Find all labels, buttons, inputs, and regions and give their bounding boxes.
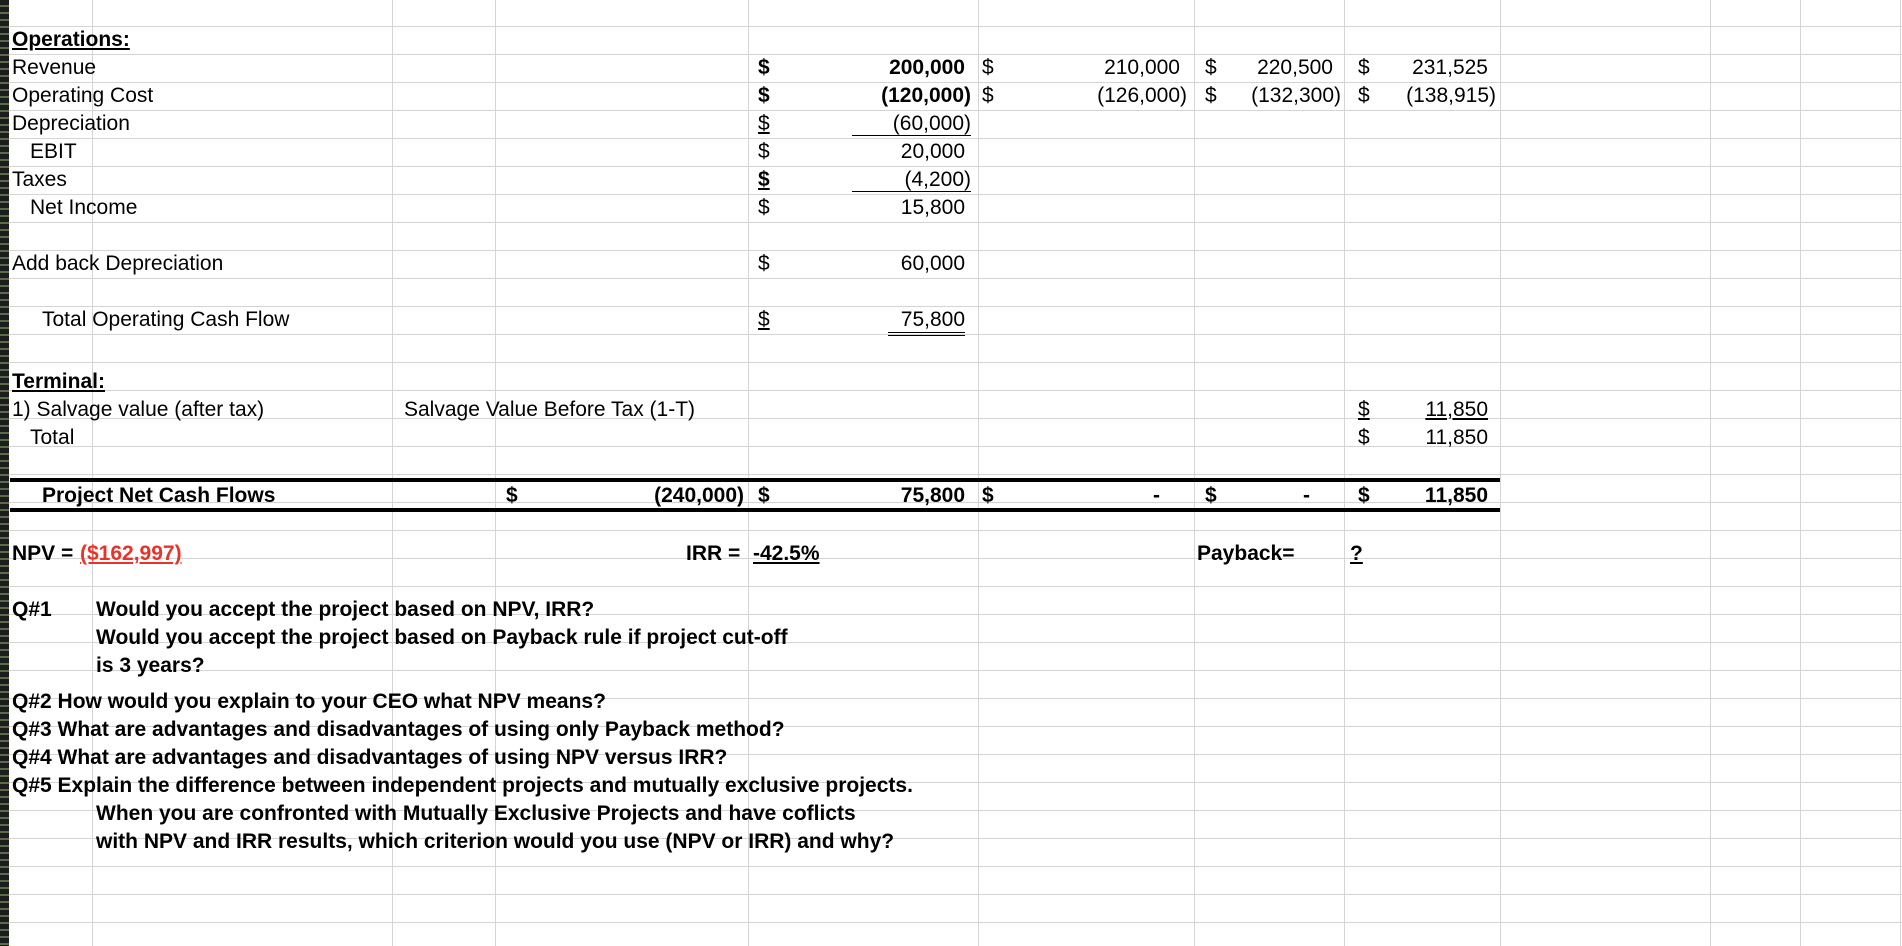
net-cash-flows-year2-dollar[interactable]: $	[982, 484, 994, 507]
operations-header[interactable]: Operations:	[12, 28, 130, 51]
payback-value[interactable]: ?	[1350, 542, 1363, 565]
add-back-depreciation-dollar[interactable]: $	[758, 252, 770, 275]
total-ocf-year1[interactable]: 75,800	[888, 308, 965, 336]
salvage-dollar[interactable]: $	[1358, 398, 1370, 421]
operating-cost-year3[interactable]: (132,300)	[1251, 84, 1341, 107]
q5-text[interactable]: Q#5 Explain the difference between independent projects and mutually exclusive projects.	[12, 774, 913, 797]
revenue-year4-dollar[interactable]: $	[1358, 56, 1370, 79]
q1-tag[interactable]: Q#1	[12, 598, 52, 621]
npv-label[interactable]: NPV =	[12, 542, 74, 565]
terminal-total-dollar[interactable]: $	[1358, 426, 1370, 449]
net-cash-flows-year4-dollar[interactable]: $	[1358, 484, 1370, 507]
salvage-label[interactable]: 1) Salvage value (after tax)	[12, 398, 265, 421]
terminal-total-label[interactable]: Total	[30, 426, 75, 449]
ebit-label[interactable]: EBIT	[30, 140, 77, 163]
revenue-label[interactable]: Revenue	[12, 56, 97, 79]
depreciation-year1[interactable]: (60,000)	[852, 112, 971, 136]
net-cash-flows-label[interactable]: Project Net Cash Flows	[42, 484, 276, 507]
irr-label[interactable]: IRR =	[686, 542, 741, 565]
net-cash-flows-top-border	[10, 478, 1500, 482]
depreciation-dollar[interactable]: $	[758, 112, 770, 135]
total-ocf-dollar[interactable]: $	[758, 308, 770, 331]
net-income-label[interactable]: Net Income	[30, 196, 138, 219]
q5-line-2[interactable]: When you are confronted with Mutually Exclusive Projects and have coflicts	[96, 802, 856, 825]
terminal-total-value[interactable]: 11,850	[1425, 426, 1488, 449]
q3-text[interactable]: Q#3 What are advantages and disadvantages of using only Payback method?	[12, 718, 785, 741]
operating-cost-year2-dollar[interactable]: $	[982, 84, 994, 107]
depreciation-label[interactable]: Depreciation	[12, 112, 130, 135]
net-cash-flows-year3-dollar[interactable]: $	[1205, 484, 1217, 507]
add-back-depreciation-label[interactable]: Add back Depreciation	[12, 252, 224, 275]
q1-line-1[interactable]: Would you accept the project based on NPV, IRR?	[96, 598, 595, 621]
net-cash-flows-year1-dollar[interactable]: $	[758, 484, 770, 507]
salvage-note[interactable]: Salvage Value Before Tax (1-T)	[404, 398, 696, 421]
add-back-depreciation-year1[interactable]: 60,000	[900, 252, 965, 275]
q1-line-2[interactable]: Would you accept the project based on Payback rule if project cut-off	[96, 626, 788, 649]
revenue-dollar[interactable]: $	[758, 56, 770, 79]
taxes-dollar[interactable]: $	[758, 168, 770, 191]
q4-text[interactable]: Q#4 What are advantages and disadvantages of using NPV versus IRR?	[12, 746, 728, 769]
revenue-year4[interactable]: 231,525	[1412, 56, 1488, 79]
taxes-label[interactable]: Taxes	[12, 168, 67, 191]
operating-cost-year2[interactable]: (126,000)	[1097, 84, 1187, 107]
operating-cost-year4-dollar[interactable]: $	[1358, 84, 1370, 107]
operating-cost-year1[interactable]: (120,000)	[881, 84, 971, 107]
revenue-year1[interactable]: 200,000	[889, 56, 965, 79]
net-cash-flows-year0[interactable]: (240,000)	[654, 484, 744, 507]
salvage-value[interactable]: 11,850	[1425, 398, 1488, 421]
q1-line-3[interactable]: is 3 years?	[96, 654, 205, 677]
net-cash-flows-year4[interactable]: 11,850	[1424, 484, 1488, 507]
net-cash-flows-year1[interactable]: 75,800	[900, 484, 965, 507]
net-cash-flows-year2[interactable]: -	[1153, 484, 1160, 507]
operating-cost-year4[interactable]: (138,915)	[1406, 84, 1496, 107]
q2-text[interactable]: Q#2 How would you explain to your CEO what NPV means?	[12, 690, 606, 713]
npv-value[interactable]: ($162,997)	[80, 542, 182, 565]
terminal-header[interactable]: Terminal:	[12, 370, 105, 393]
revenue-year3[interactable]: 220,500	[1257, 56, 1333, 79]
net-income-dollar[interactable]: $	[758, 196, 770, 219]
operating-cost-dollar[interactable]: $	[758, 84, 770, 107]
ebit-dollar[interactable]: $	[758, 140, 770, 163]
revenue-year2-dollar[interactable]: $	[982, 56, 994, 79]
irr-value[interactable]: -42.5%	[753, 542, 820, 565]
ebit-year1[interactable]: 20,000	[900, 140, 965, 163]
net-cash-flows-year0-dollar[interactable]: $	[506, 484, 518, 507]
total-ocf-label[interactable]: Total Operating Cash Flow	[42, 308, 290, 331]
operating-cost-label[interactable]: Operating Cost	[12, 84, 154, 107]
revenue-year3-dollar[interactable]: $	[1205, 56, 1217, 79]
revenue-year2[interactable]: 210,000	[1104, 56, 1180, 79]
operating-cost-year3-dollar[interactable]: $	[1205, 84, 1217, 107]
net-income-year1[interactable]: 15,800	[900, 196, 965, 219]
net-cash-flows-year3[interactable]: -	[1303, 484, 1310, 507]
q5-line-3[interactable]: with NPV and IRR results, which criterion would you use (NPV or IRR) and why?	[96, 830, 895, 853]
taxes-year1[interactable]: (4,200)	[852, 168, 971, 192]
payback-label[interactable]: Payback=	[1197, 542, 1295, 565]
net-cash-flows-bottom-border	[10, 508, 1500, 512]
